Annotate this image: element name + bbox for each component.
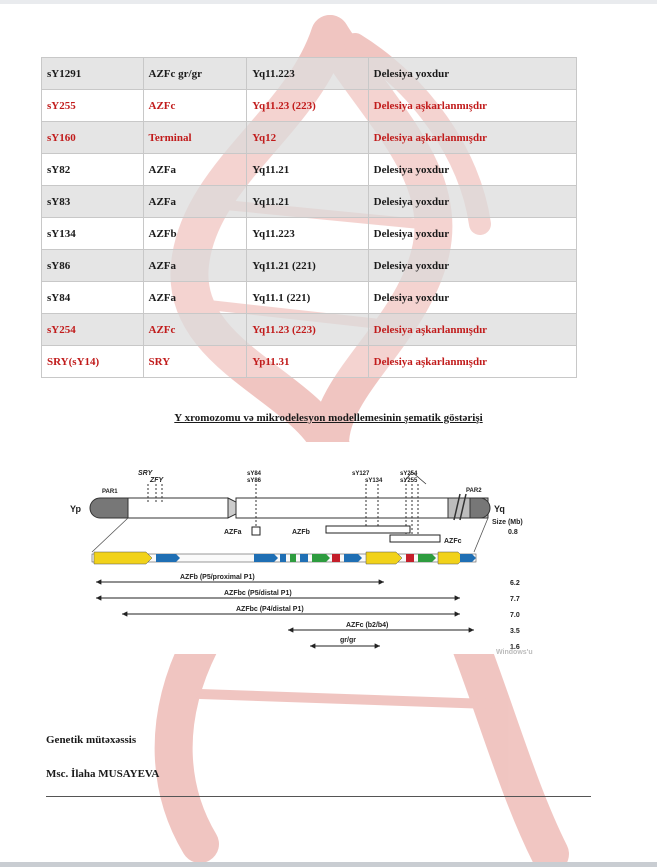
cell-marker: SRY(sY14)	[42, 346, 144, 378]
cell-result: Delesiya yoxdur	[368, 58, 576, 90]
cell-result: Delesiya yoxdur	[368, 250, 576, 282]
cell-location: Yq11.21 (221)	[247, 250, 368, 282]
deletion-label-4: AZFc (b2/b4)	[346, 622, 389, 629]
cell-marker: sY82	[42, 154, 144, 186]
deletion-size-4: 3.5	[510, 628, 520, 635]
cell-region: SRY	[143, 346, 247, 378]
azfc-label: AZFc	[444, 538, 462, 545]
yq-label: Yq	[494, 504, 505, 514]
table-row	[42, 250, 577, 282]
cell-region: AZFa	[143, 250, 247, 282]
cell-location: Yq11.21	[247, 154, 368, 186]
table-row	[42, 218, 577, 250]
cell-result: Delesiya yoxdur	[368, 282, 576, 314]
cell-marker: sY1291	[42, 58, 144, 90]
cell-location: Yq11.23 (223)	[247, 314, 368, 346]
deletion-size-3: 7.0	[510, 612, 520, 619]
sy86-label: sY86	[247, 478, 262, 484]
par2-label: PAR2	[466, 488, 482, 494]
footer-rule	[46, 796, 591, 797]
cell-location: Yq11.223	[247, 58, 368, 90]
windows-watermark-text: Windows'u	[496, 649, 533, 654]
cell-location: Yp11.31	[247, 346, 368, 378]
cell-region: AZFc gr/gr	[143, 58, 247, 90]
document-page	[0, 4, 657, 862]
azfa-size: 0.8	[508, 529, 518, 536]
deletion-label-3: AZFbc (P4/distal P1)	[236, 606, 304, 613]
azfa-label: AZFa	[224, 529, 242, 536]
cell-result: Delesiya yoxdur	[368, 218, 576, 250]
cell-location: Yq11.21	[247, 186, 368, 218]
table-row	[42, 154, 577, 186]
table-row	[42, 122, 577, 154]
sy255-label: sY255	[400, 478, 418, 484]
yp-label: Yp	[70, 504, 82, 514]
sy127-label: sY127	[352, 471, 370, 477]
cell-marker: sY160	[42, 122, 144, 154]
sy134-label: sY134	[365, 478, 383, 484]
azfb-label: AZFb	[292, 529, 310, 536]
cell-marker: sY84	[42, 282, 144, 314]
deletion-label-5: gr/gr	[340, 637, 356, 644]
size-header: Size (Mb)	[492, 519, 523, 526]
cell-result: Delesiya aşkarlanmışdır	[368, 314, 576, 346]
table-row	[42, 282, 577, 314]
deletion-size-1: 6.2	[510, 580, 520, 587]
sry-label: SRY	[138, 470, 153, 477]
figure-caption: Y xromozomu və mikrodelesyon modellemesinin şematik göstərişi	[174, 412, 483, 424]
cell-location: Yq11.223	[247, 218, 368, 250]
deletion-label-1: AZFb (P5/proximal P1)	[180, 574, 255, 581]
cell-location: Yq11.1 (221)	[247, 282, 368, 314]
cell-marker: sY255	[42, 90, 144, 122]
cell-marker: sY134	[42, 218, 144, 250]
sy84-label: sY84	[247, 471, 262, 477]
cell-marker: sY254	[42, 314, 144, 346]
cell-region: AZFa	[143, 186, 247, 218]
sy254-label: sY254	[400, 471, 418, 477]
cell-result: Delesiya yoxdur	[368, 154, 576, 186]
cell-marker: sY83	[42, 186, 144, 218]
cell-marker: sY86	[42, 250, 144, 282]
signature-name: Msc. İlaha MUSAYEVA	[46, 768, 160, 780]
cell-location: Yq11.23 (223)	[247, 90, 368, 122]
y-chromosome-diagram	[60, 442, 552, 654]
zfy-label: ZFY	[150, 477, 164, 484]
table-row	[42, 186, 577, 218]
cell-region: AZFb	[143, 218, 247, 250]
table-row	[42, 314, 577, 346]
viewer-bottom-bar	[0, 862, 657, 867]
table-row	[42, 346, 577, 378]
marker-results-table	[41, 57, 577, 378]
cell-result: Delesiya aşkarlanmışdır	[368, 122, 576, 154]
table-row	[42, 58, 577, 90]
cell-result: Delesiya aşkarlanmışdır	[368, 90, 576, 122]
table-row	[42, 90, 577, 122]
cell-result: Delesiya yoxdur	[368, 186, 576, 218]
cell-region: AZFa	[143, 282, 247, 314]
cell-location: Yq12	[247, 122, 368, 154]
deletion-label-2: AZFbc (P5/distal P1)	[224, 590, 292, 597]
cell-region: AZFc	[143, 314, 247, 346]
signature-role: Genetik mütəxəssis	[46, 734, 137, 746]
cell-region: AZFa	[143, 154, 247, 186]
par1-label: PAR1	[102, 489, 118, 495]
cell-region: AZFc	[143, 90, 247, 122]
cell-result: Delesiya aşkarlanmışdır	[368, 346, 576, 378]
deletion-size-5: 1.6	[510, 644, 520, 651]
deletion-size-2: 7.7	[510, 596, 520, 603]
cell-region: Terminal	[143, 122, 247, 154]
